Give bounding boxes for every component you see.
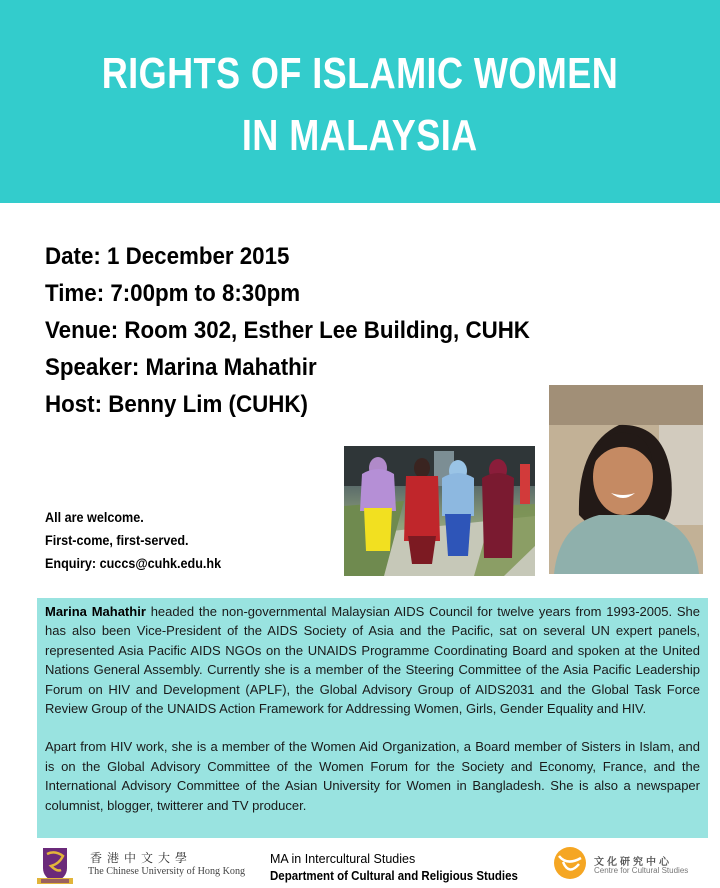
bio-speaker-name: Marina Mahathir [45, 604, 146, 619]
seating-note: First-come, first-served. [45, 532, 189, 548]
event-details [45, 238, 566, 423]
speaker-biography [37, 598, 708, 838]
cuhk-crest-icon [35, 846, 75, 886]
centre-for-cultural-studies-logo-icon [553, 846, 587, 880]
department-name: Department of Cultural and Religious Studies [270, 869, 518, 883]
bio-paragraph-1 [45, 602, 700, 718]
ccs-name-chinese: 文化研究中心 [594, 857, 672, 868]
footer-logos [0, 840, 720, 888]
program-name: MA in Intercultural Studies [270, 852, 416, 866]
event-date: Date: 1 December 2015 [45, 243, 290, 270]
event-speaker: Speaker: Marina Mahathir [45, 354, 317, 381]
program-info [270, 851, 539, 885]
bio-paragraph-2: Apart from HIV work, she is a member of the Women Aid Organization, a Board member of Sisters in Islam, and is on the Global Advisory Committee of the Women Forum for the Society and Economy, France, and the International Advisory Committee of the Asian University for Women in Bangladesh. She is also a newspaper columnist, blogger, twitterer and TV producer. [45, 739, 700, 813]
event-notes [45, 506, 241, 575]
group-of-women-illustration [344, 446, 535, 576]
welcome-note: All are welcome. [45, 509, 144, 525]
cuhk-name-chinese: 香港中文大學 [90, 851, 193, 865]
speaker-portrait [549, 385, 703, 574]
ccs-name-english: Centre for Cultural Studies [594, 866, 689, 875]
enquiry-email[interactable]: Enquiry: cuccs@cuhk.edu.hk [45, 555, 222, 571]
cuhk-name-english: The Chinese University of Hong Kong [88, 865, 246, 877]
bio-paragraph-1-text: headed the non-governmental Malaysian AIDS Council for twelve years from 1993-2005. She has also been Vice-President of the AIDS Society of Asia and the Pacific, sat on several UN expert panels, represented Asia Pacific AIDS NGOs on the UNAIDS Programme Coordinating Board and spoken at the United Nations General Assembly. Currently she is a member of the Steering Committee of the Asia Pacific Leadership Forum on HIV and Development (APLF), the Global Advisory Group of AIDS2031 and the Global Task Force Review Group of the UNAIDS Action Framework for Addressing Women, Girls, Gender Equality and HIV. [45, 604, 701, 717]
event-title-line-1: RIGHTS OF ISLAMIC WOMEN [101, 48, 619, 98]
event-time: Time: 7:00pm to 8:30pm [45, 280, 301, 307]
title-banner [0, 0, 720, 203]
event-host: Host: Benny Lim (CUHK) [45, 391, 308, 418]
speaker-portrait-illustration [549, 385, 703, 574]
group-photo [344, 446, 535, 576]
event-title-line-2: IN MALAYSIA [242, 110, 478, 160]
event-venue: Venue: Room 302, Esther Lee Building, CUHK [45, 317, 530, 344]
